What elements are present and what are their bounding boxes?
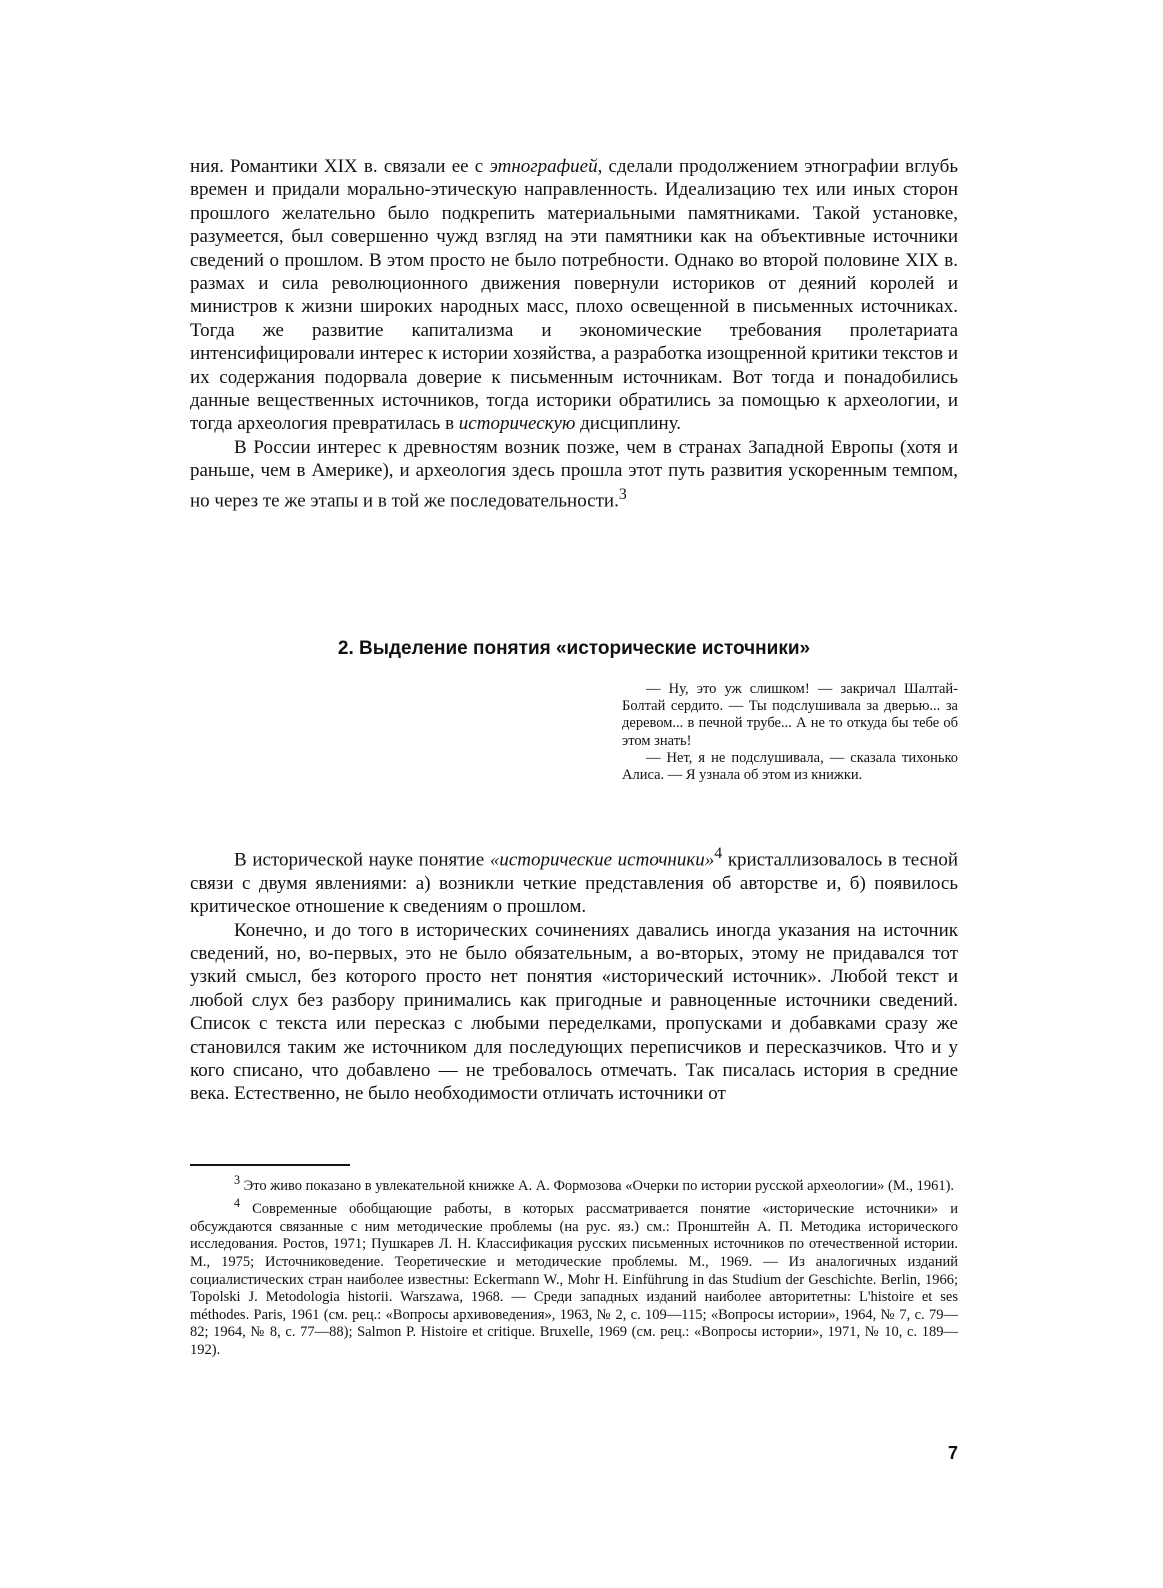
footnote-text: Современные обобщающие работы, в которых рассматривается понятие «исторические источники» и обсуждаются связанные с ним методические проблемы (на рус. яз.) см.: Пронштейн А. П. Методика исторического исследования. Ростов, 1971; Пушкарев Л. Н. Классификация русских письменных источников по отечественной истории. М., 1975; Источниковедение. Теоретические и методические проблемы. М., 1969. — Из аналогичных изданий социалистических стран наиболее известны: Eckermann W., Mohr H. Einführung in das Studium der Geschichte. Berlin, 1966; Topolski J. Metodologia historii. Warszawa, 1968. — Среди западных изданий наиболее авторитетны: L'histoire et ses méthodes. Paris, 1961 (см. рец.: «Вопросы архивоведения», 1963, № 2, с. 109—115; «Вопросы истории», 1964, № 7, с. 79—82; 1964, № 8, с. 77—88); Salmon P. Histoire et critique. Bruxelle, 1969 (см. рец.: «Вопросы истории», 1971, № 10, с. 189—192). (190, 1201, 958, 1358)
paragraph-middle-ages: Конечно, и до того в исторических сочинениях давались иногда указания на источник сведений, но, во-первых, это не было обязательным, а во-вторых, этому не придавался тот узкий смысл, без которого просто нет понятия «исторический источник». Любой текст и любой слух без разбору принимались как пригодные и равноценные источники сведений. Список с текста или пересказ с любыми переделками, пропусками и добавками сразу же становился таким же источником для последующих переписчиков и пересказчиков. Что и у кого списано, что добавлено — не требовалось отмечать. Так писалась история в средние века. Естественно, не было необходимости отличать источники от (190, 919, 958, 1105)
body-text (190, 155, 958, 512)
paragraph-text: В исторической науке понятие (234, 849, 490, 871)
footnote-ref-3: 3 (618, 485, 627, 503)
paragraph-russia (190, 436, 958, 513)
paragraph-text: кристаллизовалось в тесной связи с двумя явлениями: а) возникли четкие представления об авторстве и, б) появилось критическое отношение к сведениям о прошлом. (190, 849, 958, 918)
footnote-4 (190, 1195, 958, 1359)
emphasis-historical: историческую (458, 413, 576, 435)
emphasis-ethnography: этнографией (489, 156, 598, 177)
footnote-divider (190, 1164, 350, 1166)
section-body (190, 842, 958, 1106)
footnote-mark: 3 (234, 1173, 241, 1187)
footnote-3 (190, 1172, 958, 1195)
emphasis-sources: «исторические источники» (489, 849, 715, 871)
section-heading: 2. Выделение понятия «исторические источники» (337, 638, 811, 659)
paragraph-text: ния. Романтики XIX в. связали ее с (190, 156, 490, 177)
epigraph (622, 681, 958, 784)
footnotes (190, 1172, 958, 1360)
paragraph-concept (190, 842, 958, 919)
footnote-text: Это живо показано в увлекательной книжке А. А. Формозова «Очерки по истории русской археологии» (М., 1961). (240, 1177, 955, 1194)
paragraph-text: В России интерес к древностям возник позже, чем в странах Западной Европы (хотя и раньше, чем в Америке), и археология здесь прошла этот путь развития ускоренным темпом, но через те же этапы и в той же последовательности. (190, 436, 958, 512)
paragraph-text: , сделали продолжением этнографии вглубь времен и придали морально-этическую направленность. Идеализацию тех или иных сторон прошлого желательно было подкрепить материальными памятниками. Такой установке, разумеется, был совершенно чужд взгляд на эти памятники как на объективные источники сведений о прошлом. В этом просто не было потребности. Однако во второй половине XIX в. размах и сила революционного движения повернули историков от деяний королей и министров к жизни широких народных масс, плохо освещенной в письменных источниках. Тогда же развитие капитализма и экономические требования пролетариата интенсифицировали интерес к истории хозяйства, а разработка изощренной критики текстов и их содержания подорвала доверие к письменным источникам. Вот тогда и понадобились данные вещественных источников, тогда историки обратились за помощью к археологии, и тогда археология превратилась в (190, 156, 959, 435)
footnote-mark: 4 (234, 1196, 241, 1211)
epigraph-line: — Ну, это уж слишком! — закричал Шалтай-Болтай сердито. — Ты подслушивала за дверью... за деревом... в печной трубе... А не то откуда бы тебе об этом знать! (622, 681, 958, 749)
epigraph-line: — Нет, я не подслушивала, — сказала тихонько Алиса. — Я узнала об этом из книжки. (622, 749, 958, 784)
page-number: 7 (947, 1443, 958, 1463)
paragraph-text: дисциплину. (575, 413, 682, 435)
footnote-ref-4: 4 (714, 845, 723, 862)
paragraph-romantics (190, 155, 958, 436)
